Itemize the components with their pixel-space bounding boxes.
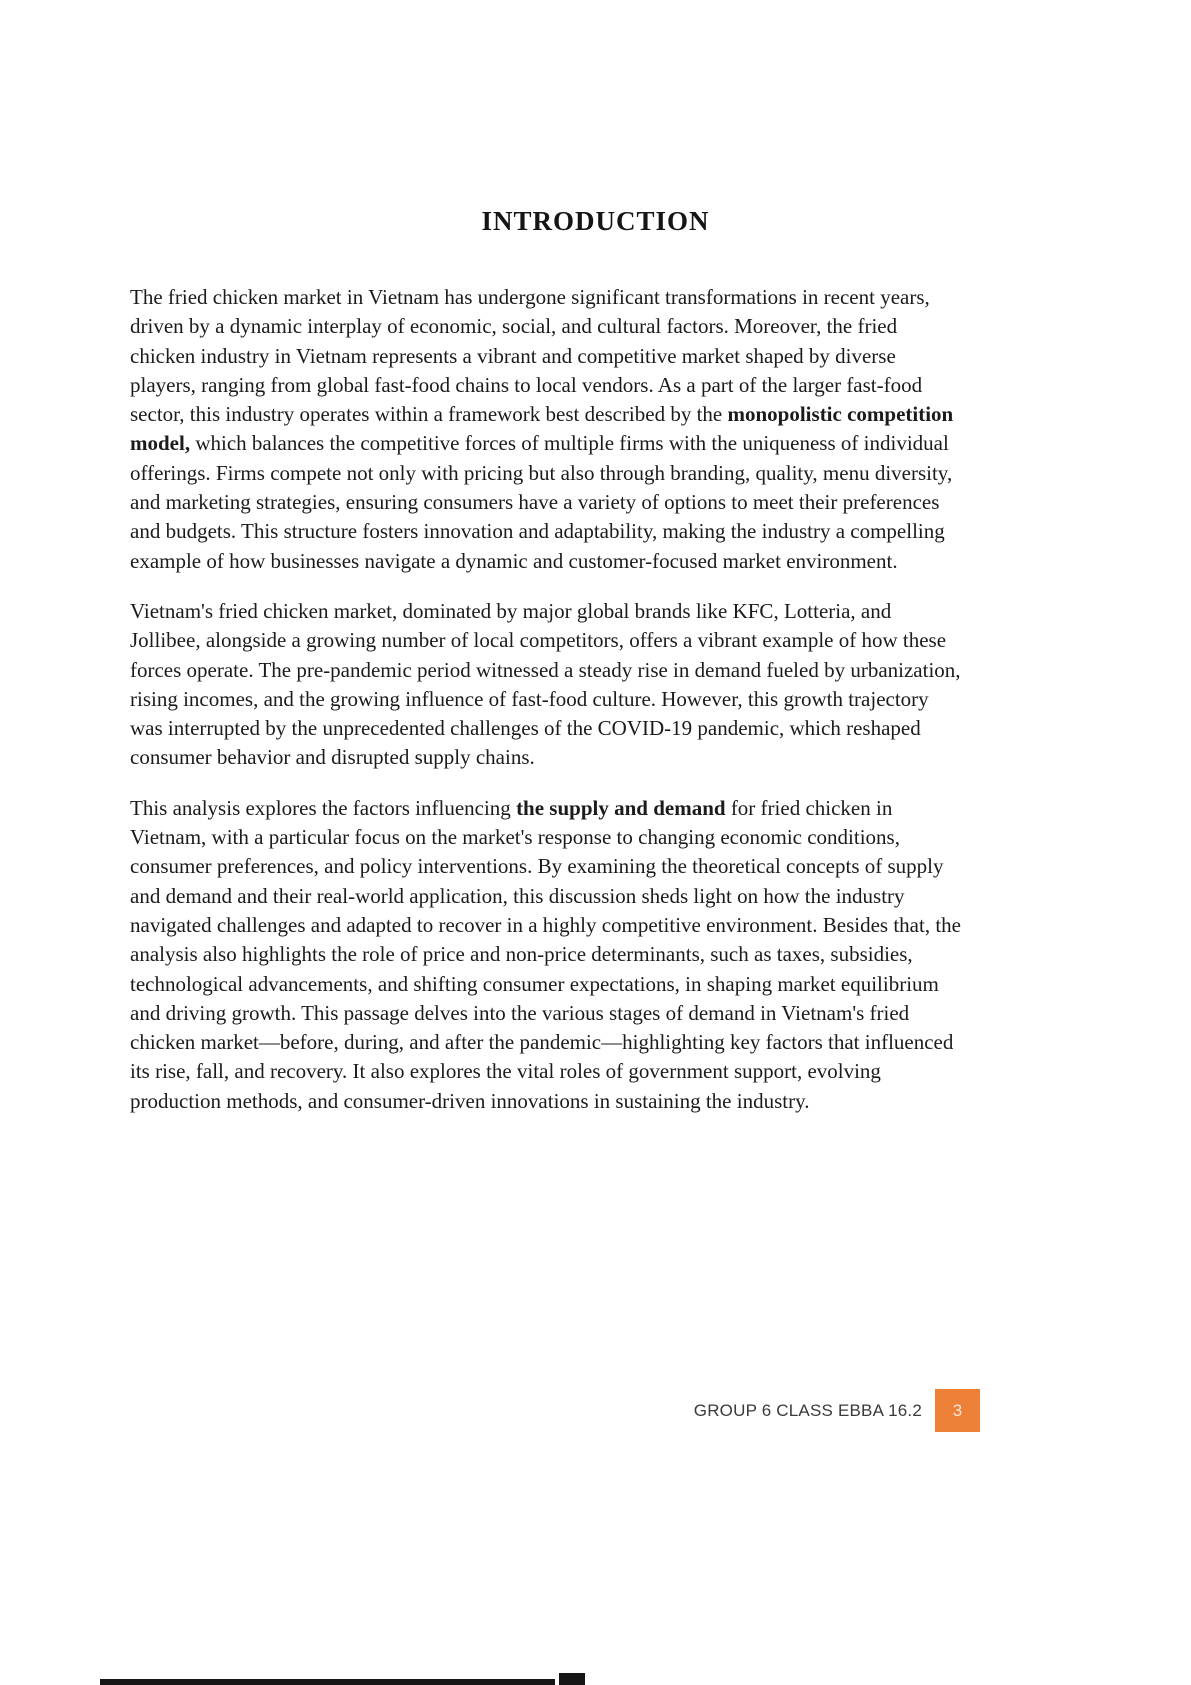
paragraph xyxy=(130,283,966,576)
text-run: This analysis explores the factors influencing xyxy=(130,795,517,820)
bold-text-run: the supply and demand xyxy=(516,795,726,820)
paragraph xyxy=(130,597,966,773)
footer-text: GROUP 6 CLASS EBBA 16.2 xyxy=(693,1401,922,1420)
text-run: The fried chicken market in Vietnam has undergone significant transformations in recent years, driven by a dynamic interplay of economic, social, and cultural factors. Moreover, the fried chicken industry in Vietnam represents a vibrant and competitive market shaped by diverse players, ranging from global fast-food chains to local vendors. As a part of the larger fast-food sector, this industry operates within a framework best described by the xyxy=(130,285,930,427)
paragraph xyxy=(130,794,966,1116)
text-run: which balances the competitive forces of multiple firms with the uniqueness of individual offerings. Firms compete not only with pricing but also through branding, quality, menu diversity, and marketing strategies, ensuring consumers have a variety of options to meet their preferences and budgets. This structure fosters innovation and adaptability, making the industry a compelling example of how businesses navigate a dynamic and customer-focused market environment. xyxy=(130,431,953,573)
text-run: for fried chicken in Vietnam, with a particular focus on the market's response to changing economic conditions, consumer preferences, and policy interventions. By examining the theoretical concepts of supply and demand and their real-world application, this discussion sheds light on how the industry navigated challenges and adapted to recover in a highly competitive environment. Besides that, the analysis also highlights the role of price and non-price determinants, such as taxes, subsidies, technological advancements, and shifting consumer expectations, in shaping market equilibrium and driving growth. This passage delves into the various stages of demand in Vietnam's fried chicken market—before, during, and after the pandemic—highlighting key factors that influenced its rise, fall, and recovery. It also explores the vital roles of government support, evolving production methods, and consumer-driven innovations in sustaining the industry. xyxy=(130,795,961,1113)
bold-text-run: monopolistic competition model, xyxy=(130,402,954,456)
page-title: INTRODUCTION xyxy=(481,206,710,236)
page-number-badge xyxy=(935,1389,980,1432)
next-page-edge xyxy=(100,1679,555,1685)
body-content xyxy=(130,283,966,1137)
page-footer xyxy=(694,1389,980,1432)
text-run: Vietnam's fried chicken market, dominated by major global brands like KFC, Lotteria, and Jollibee, alongside a growing number of local competitors, offers a vibrant example of how these forces operate. The pre-pandemic period witnessed a steady rise in demand fueled by urbanization, rising incomes, and the growing influence of fast-food culture. However, this growth trajectory was interrupted by the unprecedented challenges of the COVID-19 pandemic, which reshaped consumer behavior and disrupted supply chains. xyxy=(130,598,961,770)
page-number: 3 xyxy=(952,1400,963,1420)
next-page-edge-fragment xyxy=(559,1673,585,1685)
